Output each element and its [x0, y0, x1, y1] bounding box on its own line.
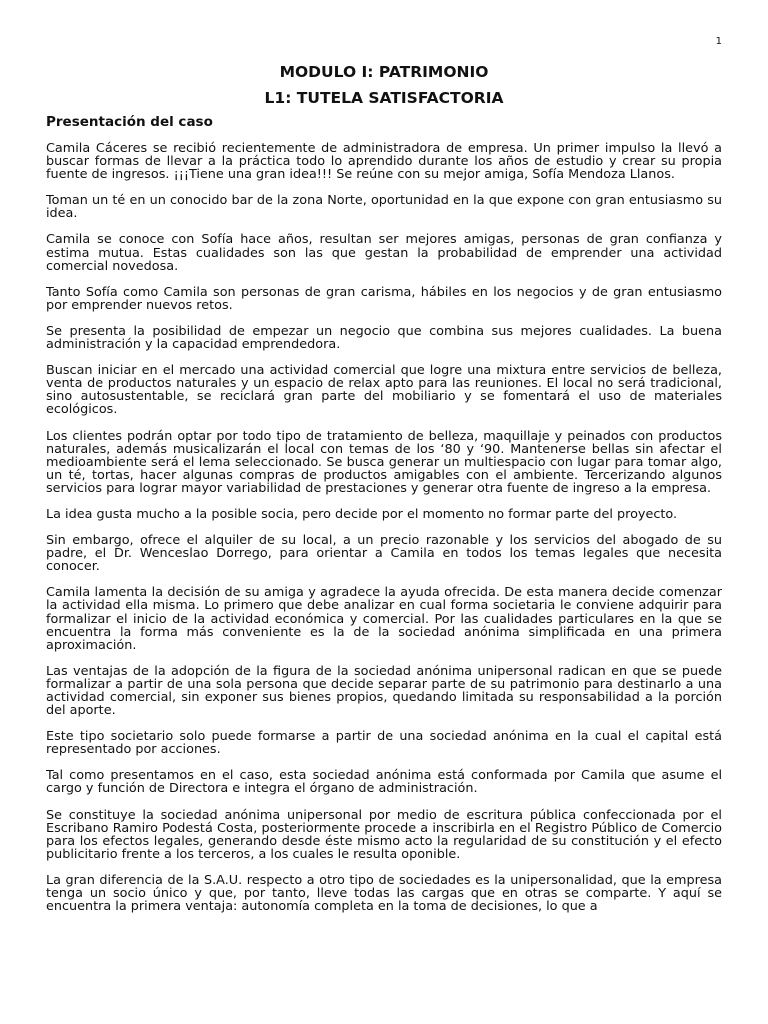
paragraph: Tanto Sofía como Camila son personas de gran carisma, hábiles en los negocios y de gran entusiasmo por emprender nuevos retos. — [46, 284, 722, 313]
paragraph: Camila se conoce con Sofía hace años, resultan ser mejores amigas, personas de gran confianza y estima mutua. Estas cualidades son las que gestan la probabilidad de emprender una actividad comercial novedosa. — [46, 232, 722, 274]
paragraph: Camila Cáceres se recibió recientemente de administradora de empresa. Un primer impulso la llevó a buscar formas de llevar a la práctica todo lo aprendido durante los años de estudio y crear su propia fuente de ingresos. ¡¡¡Tiene una gran idea!!! Se reúne con su mejor amiga, Sofía Mendoza Llanos. — [46, 141, 722, 183]
paragraph: Se presenta la posibilidad de empezar un negocio que combina sus mejores cualidades. La buena administración y la capacidad emprendedora. — [46, 323, 722, 353]
lesson-title: L1: TUTELA SATISFACTORIA — [264, 89, 504, 107]
paragraph: Buscan iniciar en el mercado una actividad comercial que logre una mixtura entre servicios de belleza, venta de productos naturales y un espacio de relax apto para las reuniones. El local no será tradicional, sino autosustentable, se reciclará gran parte del mobiliario y se fomentará el uso de materiales ecológicos. — [46, 363, 722, 418]
paragraph: Tal como presentamos en el caso, esta sociedad anónima está conformada por Camila que asume el cargo y función de Directora e integra el órgano de administración. — [46, 768, 722, 797]
paragraph: La idea gusta mucho a la posible socia, pero decide por el momento no formar parte del proyecto. — [46, 506, 678, 522]
module-title: MODULO I: PATRIMONIO — [279, 63, 489, 81]
paragraph: La gran diferencia de la S.A.U. respecto a otro tipo de sociedades es la unipersonalidad, que la empresa tenga un socio único y que, por tanto, lleve todas las cargas que en otras se comparte. Y aquí se encuentra la primera ventaja: autonomía completa en la toma de decisiones, lo que a — [46, 872, 722, 915]
section-heading: Presentación del caso — [46, 114, 213, 130]
paragraph: Los clientes podrán optar por todo tipo de tratamiento de belleza, maquillaje y peinados con productos naturales, además musicalizarán el local con temas de los ‘80 y ‘90. Mantenerse bellas sin afectar el medioambiente será el lema seleccionado. Se busca generar un multiespacio con lugar para tomar algo, un té, tortas, hacer algunas compras de productos amigables con el ambiente. Tercerizando algunos servicios para lograr mayor variabilidad de prestaciones y generar otra fuente de ingreso a la empresa. — [46, 428, 722, 496]
document-body — [46, 142, 722, 926]
paragraph: Sin embargo, ofrece el alquiler de su local, a un precio razonable y los servicios del abogado de su padre, el Dr. Wenceslao Dorrego, para orientar a Camila en todos los temas legales que necesita conocer. — [46, 533, 722, 575]
page-number: 1 — [715, 36, 722, 47]
paragraph: Este tipo societario solo puede formarse a partir de una sociedad anónima en la cual el capital está representado por acciones. — [46, 729, 722, 758]
paragraph: Toman un té en un conocido bar de la zona Norte, oportunidad en la que expone con gran entusiasmo su idea. — [46, 193, 722, 222]
paragraph: Se constituye la sociedad anónima unipersonal por medio de escritura pública confeccionada por el Escribano Ramiro Podestá Costa, posteriormente procede a inscribirla en el Registro Público de Comercio para los efectos legales, generando desde éste mismo acto la regularidad de su constitución y el efecto publicitario frente a los terceros, a los cuales le resulta oponible. — [46, 807, 722, 862]
paragraph: Las ventajas de la adopción de la figura de la sociedad anónima unipersonal radican en que se puede formalizar a partir de una sola persona que decide separar parte de su patrimonio para destinarlo a una actividad comercial, sin exponer sus bienes propios, quedando limitada su responsabilidad a la porción del aporte. — [46, 663, 722, 719]
paragraph: Camila lamenta la decisión de su amiga y agradece la ayuda ofrecida. De esta manera decide comenzar la actividad ella misma. Lo primero que debe analizar en cual forma societaria le conviene adquirir para formalizar el inicio de la actividad económica y comercial. Por las cualidades particulares en la que se encuentra la forma más conveniente es la de la sociedad anónima simplificada en una primera aproximación. — [46, 585, 722, 653]
